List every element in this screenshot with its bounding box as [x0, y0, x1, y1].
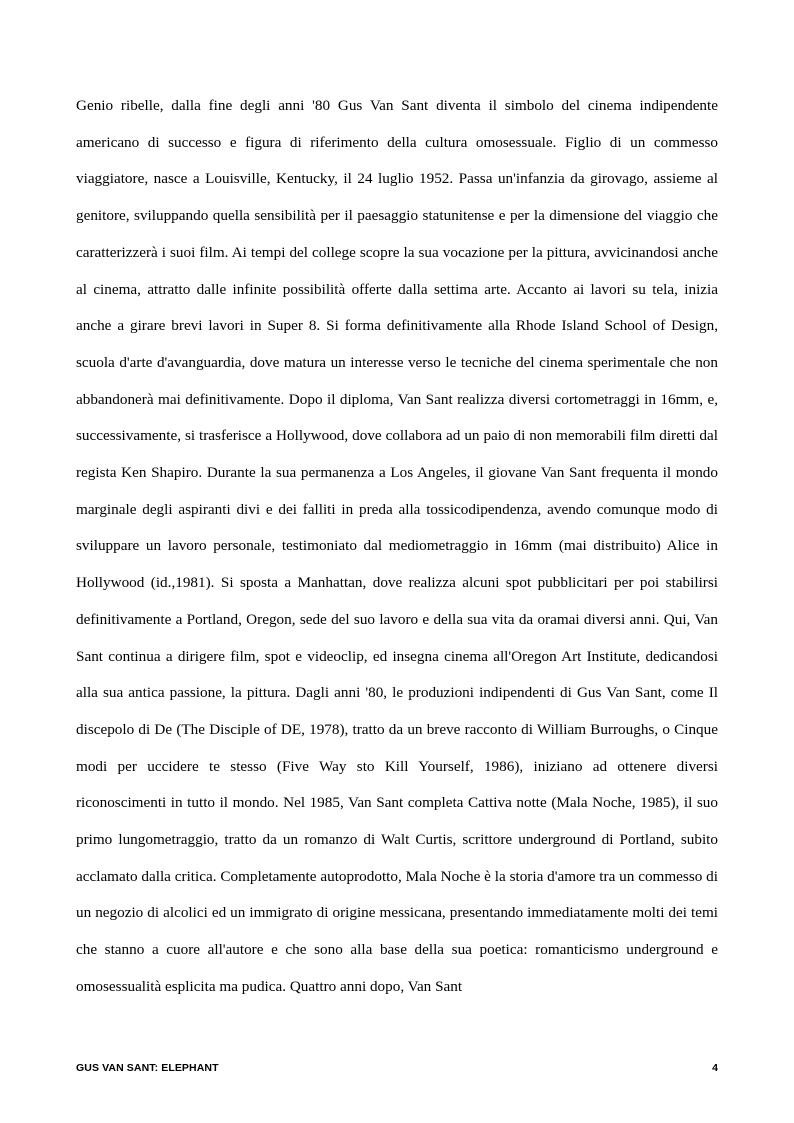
body-paragraph: Genio ribelle, dalla fine degli anni '80 Gus Van Sant diventa il simbolo del cinema indipendente americano di successo e figura di riferimento della cultura omosessuale. Figlio di un commesso viaggiatore, nasce a Louisville, Kentucky, il 24 luglio 1952. Passa un'infanzia da girovago, assieme al genitore, sviluppando quella sensibilità per il paesaggio statunitense e per la dimensione del viaggio che caratterizzerà i suoi film. Ai tempi del college scopre la sua vocazione per la pittura, avvicinandosi anche al cinema, attratto dalle infinite possibilità offerte dalla settima arte. Accanto ai lavori su tela, inizia anche a girare brevi lavori in Super 8. Si forma definitivamente alla Rhode Island School of Design, scuola d'arte d'avanguardia, dove matura un interesse verso le tecniche del cinema sperimentale che non abbandonerà mai definitivamente. Dopo il diploma, Van Sant realizza diversi cortometraggi in 16mm, e, successivamente, si trasferisce a Hollywood, dove collabora ad un paio di non memorabili film diretti dal regista Ken Shapiro. Durante la sua permanenza a Los Angeles, il giovane Van Sant frequenta il mondo marginale degli aspiranti divi e dei falliti in preda alla tossicodipendenza, avendo comunque modo di sviluppare un lavoro personale, testimoniato dal mediometraggio in 16mm (mai distribuito) Alice in Hollywood (id.,1981). Si sposta a Manhattan, dove realizza alcuni spot pubblicitari per poi stabilirsi definitivamente a Portland, Oregon, sede del suo lavoro e della sua vita da oramai diversi anni. Qui, Van Sant continua a dirigere film, spot e videoclip, ed insegna cinema all'Oregon Art Institute, dedicandosi alla sua antica passione, la pittura. Dagli anni '80, le produzioni indipendenti di Gus Van Sant, come Il discepolo di De (The Disciple of DE, 1978), tratto da un breve racconto di William Burroughs, o Cinque modi per uccidere te stesso (Five Way sto Kill Yourself, 1986), iniziano ad ottenere diversi riconoscimenti in tutto il mondo. Nel 1985, Van Sant completa Cattiva notte (Mala Noche, 1985), il suo primo lungometraggio, tratto da un romanzo di Walt Curtis, scrittore underground di Portland, subito acclamato dalla critica. Completamente autoprodotto, Mala Noche è la storia d'amore tra un commesso di un negozio di alcolici ed un immigrato di origine messicana, presentando immediatamente molti dei temi che stanno a cuore all'autore e che sono alla base della sua poetica: romanticismo underground e omosessualità esplicita ma pudica. Quattro anni dopo, Van Sant [76, 97, 718, 995]
footer-title: GUS VAN SANT: ELEPHANT [76, 1062, 219, 1074]
page-number: 4 [712, 1062, 718, 1074]
page-footer [76, 1062, 718, 1078]
